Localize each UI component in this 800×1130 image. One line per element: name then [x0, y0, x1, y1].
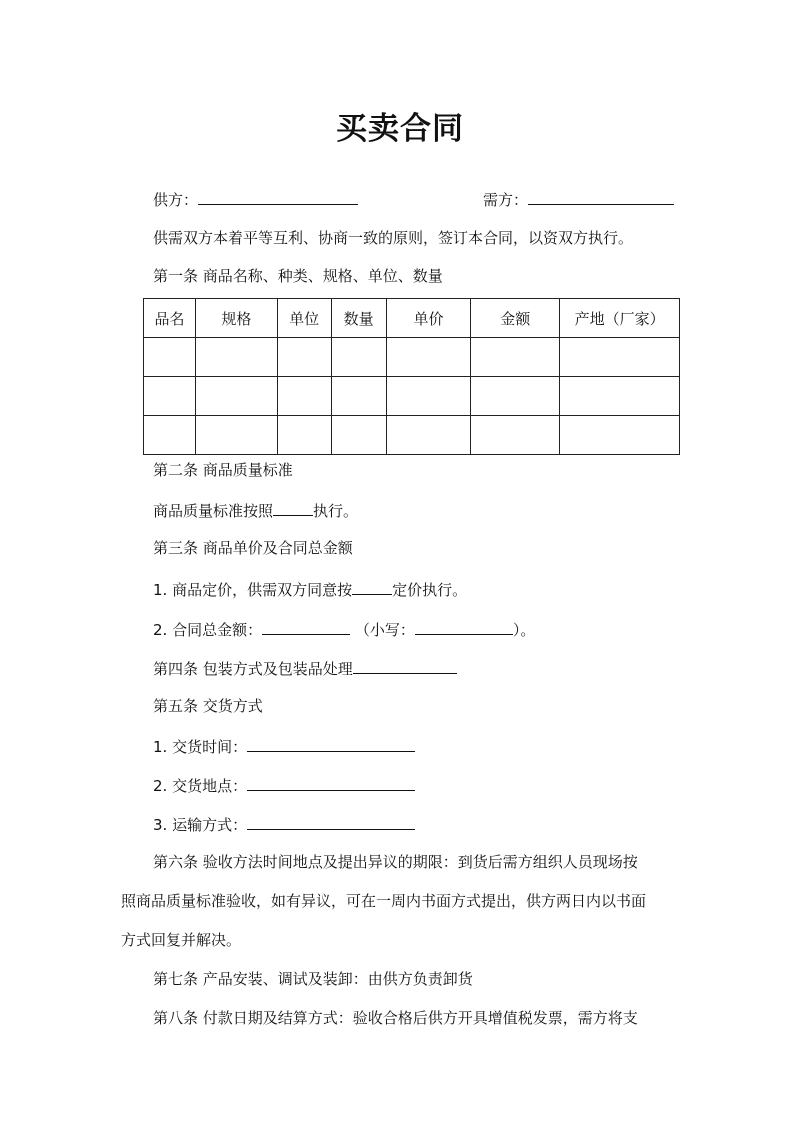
table-cell[interactable] — [144, 416, 196, 455]
table-row — [144, 377, 680, 416]
article-1-heading: 第一条 商品名称、种类、规格、单位、数量 — [153, 267, 443, 285]
column-header-spec: 规格 — [195, 299, 277, 338]
delivery-place-label: 2. 交货地点： — [153, 777, 248, 795]
table-cell[interactable] — [386, 338, 471, 377]
article-3-item-2-a: 2. 合同总金额： — [153, 621, 263, 639]
article-3-item-1-a: 1. 商品定价，供需双方同意按 — [153, 581, 353, 599]
table-cell[interactable] — [471, 416, 560, 455]
article-6-line-3: 方式回复并解决。 — [121, 931, 242, 949]
table-row — [144, 416, 680, 455]
table-cell[interactable] — [195, 416, 277, 455]
table-cell[interactable] — [331, 338, 386, 377]
article-3-item-2-c: ）。 — [512, 621, 536, 639]
article-5-item-3 — [153, 813, 415, 835]
pricing-blank — [352, 578, 392, 595]
table-cell[interactable] — [277, 416, 331, 455]
goods-table — [143, 298, 680, 455]
article-6-line-1: 第六条 验收方法时间地点及提出异议的期限：到货后需方组织人员现场按 — [153, 853, 638, 871]
table-cell[interactable] — [277, 338, 331, 377]
article-3-item-1-b: 定价执行。 — [392, 581, 468, 599]
transport-label: 3. 运输方式： — [153, 816, 248, 834]
article-4-heading: 第四条 包装方式及包装品处理 — [153, 660, 353, 678]
total-amount-blank — [262, 618, 350, 635]
buyer-line — [483, 188, 674, 210]
article-2-text — [153, 499, 358, 521]
table-cell[interactable] — [195, 377, 277, 416]
table-cell[interactable] — [386, 416, 471, 455]
column-header-amount: 金额 — [471, 299, 560, 338]
buyer-label: 需方： — [483, 191, 529, 209]
delivery-time-blank — [247, 735, 415, 752]
article-3-item-1 — [153, 578, 467, 600]
delivery-time-label: 1. 交货时间： — [153, 738, 248, 756]
article-7: 第七条 产品安装、调试及装卸：由供方负责卸货 — [153, 970, 473, 988]
table-cell[interactable] — [386, 377, 471, 416]
table-cell[interactable] — [277, 377, 331, 416]
column-header-quantity: 数量 — [331, 299, 386, 338]
table-cell[interactable] — [144, 377, 196, 416]
supplier-blank — [198, 188, 358, 205]
article-6-line-2: 照商品质量标准验收，如有异议，可在一周内书面方式提出，供方两日内以书面 — [121, 892, 647, 910]
table-cell[interactable] — [471, 377, 560, 416]
article-8: 第八条 付款日期及结算方式：验收合格后供方开具增值税发票，需方将支 — [153, 1009, 638, 1027]
packaging-blank — [353, 657, 457, 674]
table-cell[interactable] — [144, 338, 196, 377]
article-3-item-2 — [153, 618, 535, 640]
quality-standard-blank — [273, 499, 313, 516]
table-cell[interactable] — [195, 338, 277, 377]
delivery-place-blank — [247, 774, 415, 791]
document-title: 买卖合同 — [336, 111, 464, 147]
total-amount-lowercase-blank — [415, 618, 513, 635]
buyer-blank — [528, 188, 674, 205]
table-row — [144, 338, 680, 377]
article-2-heading: 第二条 商品质量标准 — [153, 461, 293, 479]
table-cell[interactable] — [331, 377, 386, 416]
table-cell[interactable] — [560, 338, 680, 377]
article-5-item-1 — [153, 735, 415, 757]
supplier-line — [153, 188, 358, 210]
table-cell[interactable] — [471, 338, 560, 377]
supplier-label: 供方： — [153, 191, 199, 209]
article-5-item-2 — [153, 774, 415, 796]
article-4 — [153, 657, 457, 679]
table-cell[interactable] — [331, 416, 386, 455]
column-header-unit-price: 单价 — [386, 299, 471, 338]
article-3-item-2-b: （小写： — [354, 621, 415, 639]
table-header-row — [144, 299, 680, 338]
table-cell[interactable] — [560, 416, 680, 455]
column-header-name: 品名 — [144, 299, 196, 338]
column-header-unit: 单位 — [277, 299, 331, 338]
table-cell[interactable] — [560, 377, 680, 416]
article-2-text-b: 执行。 — [313, 502, 359, 520]
intro-paragraph: 供需双方本着平等互利、协商一致的原则，签订本合同，以资双方执行。 — [153, 229, 634, 247]
transport-blank — [247, 813, 415, 830]
article-5-heading: 第五条 交货方式 — [153, 697, 263, 715]
column-header-origin: 产地（厂家） — [560, 299, 680, 338]
article-2-text-a: 商品质量标准按照 — [153, 502, 274, 520]
article-3-heading: 第三条 商品单价及合同总金额 — [153, 539, 353, 557]
